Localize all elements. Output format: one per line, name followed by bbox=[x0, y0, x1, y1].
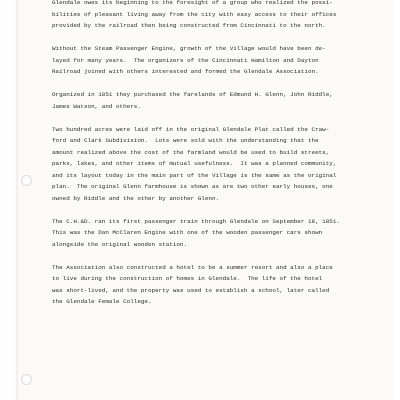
paragraph-6 bbox=[52, 262, 392, 308]
text-line: was short-lived, and the property was used to establish a school, later called bbox=[52, 286, 330, 294]
text-line: The Association also constructed a hotel to be a summer resort and also a place bbox=[52, 263, 333, 271]
text-line: James Watson, and others. bbox=[52, 102, 141, 110]
text-line: amount realized above the cost of the farmland would be used to build streets, bbox=[52, 148, 330, 156]
punch-hole-icon bbox=[21, 374, 32, 385]
text-line: Railroad joined with others interested and formed the Glendale Association. bbox=[52, 68, 319, 75]
text-line: Organized in 1851 they purchased the farelands of Edmund H. Glenn, John Riddle, bbox=[52, 91, 333, 98]
text-line: and its layout today in the main part of the Village is the same as the original bbox=[52, 171, 337, 179]
text-line: bilities of pleasant living away from the city with easy access to their offices bbox=[52, 10, 337, 18]
paragraph-5 bbox=[52, 216, 392, 251]
document-body bbox=[52, 0, 392, 319]
text-line: parks, lakes, and other items of mutual usefulness. It was a planned community, bbox=[52, 160, 337, 167]
punch-hole-icon bbox=[21, 175, 32, 186]
text-line: The C.H.&D. ran its first passenger train through Glendale on September 18, 1851. bbox=[52, 217, 340, 225]
text-line: layed for many years. The organizers of the Cincinnati Hamilton and Dayton bbox=[52, 56, 319, 64]
paragraph-3 bbox=[52, 89, 392, 112]
text-line: provided by the railroad then being constructed from Cincinnati to the north. bbox=[52, 22, 326, 29]
text-line: owned by Riddle and the other by another Glenn. bbox=[52, 194, 220, 202]
text-line: the Glendale Female College. bbox=[52, 298, 152, 305]
paragraph-1 bbox=[52, 0, 392, 32]
text-line: Two hundred acres were laid off in the original Glendale Plat called the Craw- bbox=[52, 125, 330, 133]
text-line: ford and Clark Subdivision. Lots were sold with the understanding that the bbox=[52, 137, 319, 144]
paragraph-4 bbox=[52, 124, 392, 205]
paragraph-2 bbox=[52, 43, 392, 78]
text-line: to live during the construction of homes in Glendale. The life of the hotel bbox=[52, 275, 323, 282]
text-line: Without the Steam Passenger Engine, growth of the Village would have been de- bbox=[52, 45, 326, 52]
text-line: Glendale owes its beginning to the foresight of a group who realized the possi- bbox=[52, 0, 333, 6]
text-line: This was the Dan McClaren Engine with one of the wooden passenger cars shown bbox=[52, 229, 323, 236]
text-line: alongside the original wooden station. bbox=[52, 240, 188, 248]
text-line: plan. The original Glenn farmhouse is shown as are two other early houses, one bbox=[52, 183, 333, 190]
